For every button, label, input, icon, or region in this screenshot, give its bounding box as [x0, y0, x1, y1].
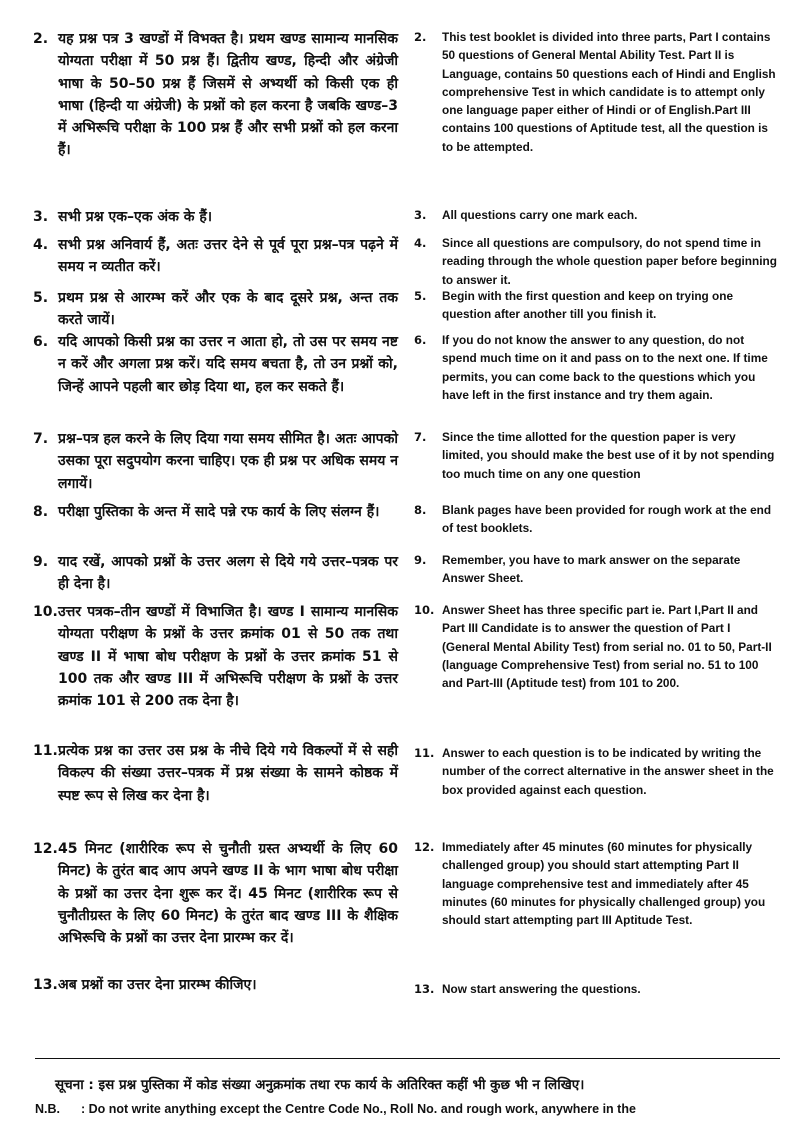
instruction-english-text: Remember, you have to mark answer on the separate Answer Sheet.	[442, 553, 741, 586]
item-number: 2.	[414, 30, 427, 44]
item-number: 4.	[33, 237, 49, 253]
note-label: N.B.	[35, 1102, 60, 1116]
item-number: 11.	[414, 746, 435, 760]
item-number: 5.	[414, 289, 427, 303]
instruction-english-text: Answer to each question is to be indicated by writing the number of the correct alternative in the answer sheet in the box provided against each question.	[442, 746, 774, 797]
instruction-hindi-text: यह प्रश्न पत्र 3 खण्डों में विभक्त है। प्रथम खण्ड सामान्य मानसिक योग्यता परीक्षा में 50 प्रश्न हैं। द्वितीय खण्ड, हिन्दी और अंग्रेजी भाषा के 50–50 प्रश्न हैं जिसमें से अभ्यर्थी को किसी एक ही भाषा (हिन्दी या अंग्रेजी) के प्रश्नों को हल करना है जबकि खण्ड–3 में अभिरूचि परीक्षा के 100 प्रश्न हैं और सभी प्रश्नों को हल करना हैं।	[58, 31, 398, 159]
item-number: 5.	[33, 290, 49, 306]
item-number: 10.	[414, 603, 435, 617]
item-number: 7.	[33, 431, 49, 447]
instruction-hindi-text: सभी प्रश्न अनिवार्य हैं, अतः उत्तर देने से पूर्व पूरा प्रश्न–पत्र पढ़ने में समय न व्यतीत करें।	[58, 237, 398, 276]
item-number: 3.	[33, 209, 49, 225]
item-number: 13.	[33, 977, 58, 993]
note-english-text: : Do not write anything except the Centre Code No., Roll No. and rough work, anywhere in the	[81, 1102, 636, 1116]
instruction-english-text: Since all questions are compulsory, do not spend time in reading through the whole question paper before beginning to answer it.	[442, 236, 777, 287]
item-number: 3.	[414, 208, 427, 222]
instruction-hindi-text: याद रखें, आपको प्रश्नों के उत्तर अलग से दिये गये उत्तर–पत्रक पर ही देना है।	[58, 554, 398, 593]
instruction-hindi-text: उत्तर पत्रक–तीन खण्डों में विभाजित है। खण्ड I सामान्य मानसिक योग्यता परीक्षण के प्रश्नों के उत्तर क्रमांक 01 से 50 तक तथा खण्ड II में भाषा बोध परीक्षण के प्रश्नों के उत्तर क्रमांक 51 से 100 तक और खण्ड III में अभिरूचि परीक्षण के प्रश्नों के उत्तर क्रमांक 101 से 200 तक देना है।	[58, 604, 398, 710]
instruction-english-text: If you do not know the answer to any question, do not spend much time on it and pass on to the next one. If time permits, you can come back to the questions which you have left in the first instance and try them again.	[442, 333, 768, 402]
item-number: 2.	[33, 31, 49, 47]
item-number: 6.	[33, 334, 49, 350]
instruction-english-text: Answer Sheet has three specific part ie. Part I,Part II and Part III Candidate is to answer the question of Part I (General Mental Ability Test) from serial no. 01 to 50, Part-II (language Comprehensive Test) from serial no. 51 to 100 and Part-III (Aptitude test) from 101 to 200.	[442, 603, 772, 691]
instruction-hindi-text: सभी प्रश्न एक–एक अंक के हैं।	[58, 209, 213, 225]
item-number: 10.	[33, 604, 58, 620]
instruction-hindi-text: परीक्षा पुस्तिका के अन्त में सादे पन्ने रफ कार्य के लिए संलग्न हैं।	[58, 504, 380, 520]
note-hindi: सूचना : इस प्रश्न पुस्तिका में कोड संख्या अनुक्रमांक तथा रफ कार्य के अतिरिक्त कहीं भी कुछ भी न लिखिए।	[55, 1077, 585, 1093]
instruction-hindi-text: अब प्रश्नों का उत्तर देना प्रारम्भ कीजिए।	[58, 977, 257, 993]
item-number: 6.	[414, 333, 427, 347]
instruction-english-text: Begin with the first question and keep on trying one question after another till you finish it.	[442, 289, 734, 322]
item-number: 7.	[414, 430, 427, 444]
instruction-english-text: All questions carry one mark each.	[442, 208, 638, 222]
instruction-hindi-text: 45 मिनट (शारीरिक रूप से चुनौती ग्रस्त अभ्यर्थी के लिए 60 मिनट) के तुरंत बाद आप अपने खण्ड II के भाग भाषा बोध परीक्षा के प्रश्नों का उत्तर देना शुरू कर दें। 45 मिनट (शारीरिक रूप से चुनौतीग्रस्त के लिए 60 मिनट) के तुरंत बाद खण्ड III के शैक्षिक अभिरूचि के प्रश्नों का उत्तर देना प्रारम्भ कर दें।	[58, 841, 398, 947]
item-number: 8.	[33, 504, 49, 520]
divider-line	[35, 1058, 780, 1059]
item-number: 11.	[33, 743, 58, 759]
item-number: 12.	[33, 841, 58, 857]
note-english	[35, 1100, 785, 1118]
instruction-english-text: Immediately after 45 minutes (60 minutes for physically challenged group) you should start attempting Part II language comprehensive test and immediately after 45 minutes (60 minutes for physically challenged group) you should start attempting part III Aptitude Test.	[442, 840, 766, 928]
item-number: 13.	[414, 982, 435, 996]
instruction-hindi-text: यदि आपको किसी प्रश्न का उत्तर न आता हो, तो उस पर समय नष्ट न करें और अगला प्रश्न करें। यदि समय बचता है, तो उन प्रश्नों को, जिन्हें आपने पहली बार छोड़ दिया था, हल कर सकते हैं।	[58, 334, 398, 395]
instruction-hindi-text: प्रश्न–पत्र हल करने के लिए दिया गया समय सीमित है। अतः आपको उसका पूरा सदुपयोग करना चाहिए। एक ही प्रश्न पर अधिक समय न लगायें।	[58, 431, 398, 492]
instruction-hindi-text: प्रथम प्रश्न से आरम्भ करें और एक के बाद दूसरे प्रश्न, अन्त तक करते जायें।	[58, 290, 398, 329]
item-number: 8.	[414, 503, 427, 517]
instruction-english-text: Blank pages have been provided for rough work at the end of test booklets.	[442, 503, 772, 536]
instruction-english-text: Since the time allotted for the question paper is very limited, you should make the best use of it by not spending too much time on any one question	[442, 430, 775, 481]
instruction-english-text: Now start answering the questions.	[442, 982, 641, 996]
item-number: 9.	[33, 554, 49, 570]
item-number: 12.	[414, 840, 435, 854]
item-number: 4.	[414, 236, 427, 250]
instruction-english-text: This test booklet is divided into three parts, Part I contains 50 questions of General Mental Ability Test. Part II is Language, contains 50 questions each of Hindi and English comprehensive Test in which candidate is to attempt only one language paper either of Hindi or of English.Part III contains 100 questions of Aptitude test, all the question is to be attempted.	[442, 30, 776, 154]
instruction-hindi-text: प्रत्येक प्रश्न का उत्तर उस प्रश्न के नीचे दिये गये विकल्पों में से सही विकल्प की संख्या उत्तर–पत्रक में प्रश्न संख्या के सामने कोष्ठक में स्पष्ट रूप से लिख कर देना है।	[58, 743, 398, 804]
item-number: 9.	[414, 553, 427, 567]
